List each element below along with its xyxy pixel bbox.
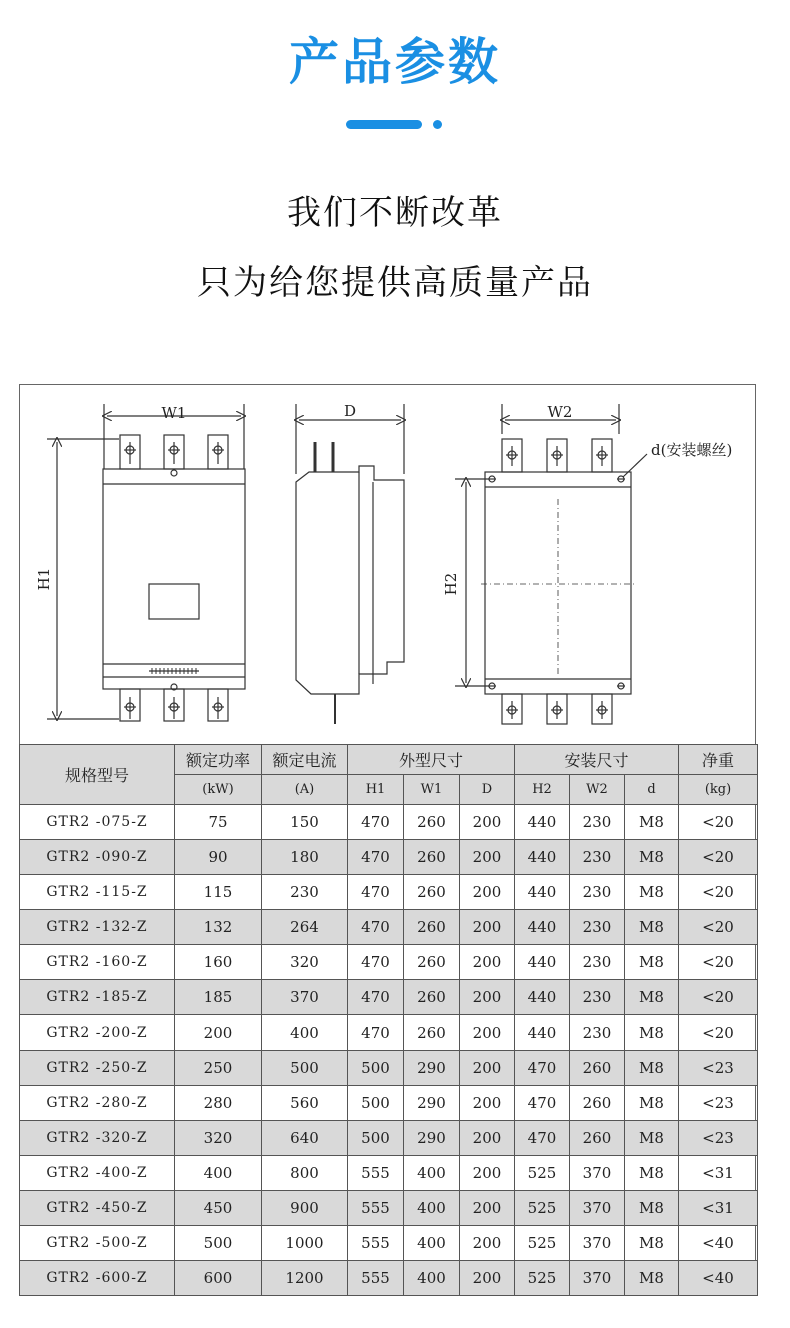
table-row — [20, 980, 758, 1015]
table-row — [20, 805, 758, 840]
cell-current: 1000 — [262, 1225, 348, 1260]
cell-d: 200 — [460, 1260, 515, 1295]
cell-h2: 525 — [515, 1190, 570, 1225]
cell-d: 200 — [460, 1120, 515, 1155]
cell-power: 75 — [175, 805, 262, 840]
cell-d: 200 — [460, 1225, 515, 1260]
cell-screw: M8 — [625, 1050, 679, 1085]
cell-weight: <20 — [679, 945, 758, 980]
cell-w2: 230 — [570, 910, 625, 945]
cell-power: 450 — [175, 1190, 262, 1225]
cell-current: 370 — [262, 980, 348, 1015]
cell-w2: 260 — [570, 1120, 625, 1155]
spec-table-body — [20, 805, 758, 1296]
cell-w2: 230 — [570, 840, 625, 875]
cell-d: 200 — [460, 840, 515, 875]
cell-d: 200 — [460, 1155, 515, 1190]
cell-w1: 260 — [404, 840, 460, 875]
cell-weight: <20 — [679, 980, 758, 1015]
cell-current: 150 — [262, 805, 348, 840]
cell-w1: 290 — [404, 1050, 460, 1085]
cell-w2: 230 — [570, 945, 625, 980]
cell-h2: 440 — [515, 875, 570, 910]
cell-screw: M8 — [625, 910, 679, 945]
cell-weight: <31 — [679, 1155, 758, 1190]
cell-w2: 370 — [570, 1155, 625, 1190]
label-d: D — [343, 402, 357, 420]
cell-w1: 260 — [404, 805, 460, 840]
cell-h2: 470 — [515, 1120, 570, 1155]
cell-h1: 555 — [348, 1225, 404, 1260]
cell-power: 160 — [175, 945, 262, 980]
cell-h1: 555 — [348, 1155, 404, 1190]
cell-screw: M8 — [625, 1155, 679, 1190]
header-h1: H1 — [348, 775, 404, 805]
title-underline-dot — [433, 120, 442, 129]
mounting-view — [455, 404, 647, 724]
cell-w1: 400 — [404, 1260, 460, 1295]
cell-d: 200 — [460, 980, 515, 1015]
table-row — [20, 1260, 758, 1295]
header-w2: W2 — [570, 775, 625, 805]
cell-d: 200 — [460, 805, 515, 840]
cell-d: 200 — [460, 1190, 515, 1225]
cell-model: GTR2 -185-Z — [20, 980, 175, 1015]
cell-model: GTR2 -280-Z — [20, 1085, 175, 1120]
cell-current: 900 — [262, 1190, 348, 1225]
cell-d: 200 — [460, 1015, 515, 1050]
cell-w2: 260 — [570, 1085, 625, 1120]
side-view — [296, 404, 404, 724]
cell-model: GTR2 -090-Z — [20, 840, 175, 875]
cell-model: GTR2 -200-Z — [20, 1015, 175, 1050]
table-row — [20, 1015, 758, 1050]
cell-current: 320 — [262, 945, 348, 980]
cell-w1: 260 — [404, 875, 460, 910]
cell-h2: 470 — [515, 1050, 570, 1085]
label-h2: H2 — [442, 572, 460, 596]
cell-weight: <40 — [679, 1225, 758, 1260]
cell-w1: 290 — [404, 1120, 460, 1155]
header-h2: H2 — [515, 775, 570, 805]
table-row — [20, 910, 758, 945]
cell-h1: 470 — [348, 840, 404, 875]
cell-w2: 370 — [570, 1225, 625, 1260]
slogan-line-2: 只为给您提供高质量产品 — [197, 263, 593, 303]
cell-weight: <20 — [679, 840, 758, 875]
cell-current: 230 — [262, 875, 348, 910]
cell-weight: <23 — [679, 1120, 758, 1155]
label-w2: W2 — [547, 403, 573, 421]
title-underline-bar — [346, 120, 422, 129]
cell-h2: 525 — [515, 1260, 570, 1295]
header-d: D — [460, 775, 515, 805]
header-model: 规格型号 — [20, 745, 175, 805]
cell-w2: 260 — [570, 1050, 625, 1085]
cell-d: 200 — [460, 875, 515, 910]
cell-w2: 230 — [570, 980, 625, 1015]
header-install-size: 安装尺寸 — [515, 745, 679, 775]
cell-screw: M8 — [625, 1225, 679, 1260]
cell-h1: 470 — [348, 945, 404, 980]
cell-h1: 470 — [348, 980, 404, 1015]
cell-h1: 500 — [348, 1085, 404, 1120]
cell-power: 90 — [175, 840, 262, 875]
cell-screw: M8 — [625, 1260, 679, 1295]
table-row — [20, 1190, 758, 1225]
cell-current: 400 — [262, 1015, 348, 1050]
cell-h2: 525 — [515, 1225, 570, 1260]
header-rated-current: 额定电流 — [262, 745, 348, 775]
cell-weight: <20 — [679, 875, 758, 910]
cell-weight: <20 — [679, 910, 758, 945]
cell-w2: 230 — [570, 1015, 625, 1050]
cell-weight: <31 — [679, 1190, 758, 1225]
cell-current: 180 — [262, 840, 348, 875]
page-title: 产品参数 — [289, 33, 501, 91]
front-view — [47, 404, 245, 721]
header-current-unit: (A) — [262, 775, 348, 805]
header-power-unit: (kW) — [175, 775, 262, 805]
header-screw: d — [625, 775, 679, 805]
table-header-row-1 — [20, 745, 758, 775]
table-row — [20, 945, 758, 980]
cell-w1: 260 — [404, 980, 460, 1015]
header-rated-power: 额定功率 — [175, 745, 262, 775]
table-row — [20, 1155, 758, 1190]
cell-screw: M8 — [625, 840, 679, 875]
cell-weight: <23 — [679, 1050, 758, 1085]
slogan-line-1: 我们不断改革 — [287, 193, 503, 233]
cell-w2: 230 — [570, 805, 625, 840]
dimension-diagram — [19, 384, 757, 744]
cell-current: 500 — [262, 1050, 348, 1085]
cell-h1: 470 — [348, 1015, 404, 1050]
cell-model: GTR2 -075-Z — [20, 805, 175, 840]
cell-w1: 260 — [404, 1015, 460, 1050]
cell-screw: M8 — [625, 1085, 679, 1120]
cell-current: 640 — [262, 1120, 348, 1155]
cell-screw: M8 — [625, 945, 679, 980]
cell-model: GTR2 -115-Z — [20, 875, 175, 910]
cell-h1: 500 — [348, 1120, 404, 1155]
cell-power: 115 — [175, 875, 262, 910]
cell-h1: 470 — [348, 910, 404, 945]
table-row — [20, 1120, 758, 1155]
cell-h2: 440 — [515, 945, 570, 980]
table-row — [20, 875, 758, 910]
cell-model: GTR2 -450-Z — [20, 1190, 175, 1225]
cell-screw: M8 — [625, 980, 679, 1015]
cell-current: 560 — [262, 1085, 348, 1120]
cell-d: 200 — [460, 1085, 515, 1120]
cell-d: 200 — [460, 945, 515, 980]
cell-w1: 290 — [404, 1085, 460, 1120]
cell-w1: 400 — [404, 1225, 460, 1260]
cell-power: 500 — [175, 1225, 262, 1260]
cell-model: GTR2 -500-Z — [20, 1225, 175, 1260]
cell-h2: 470 — [515, 1085, 570, 1120]
cell-screw: M8 — [625, 1015, 679, 1050]
cell-w2: 370 — [570, 1190, 625, 1225]
cell-screw: M8 — [625, 1120, 679, 1155]
cell-h1: 555 — [348, 1190, 404, 1225]
cell-d: 200 — [460, 910, 515, 945]
cell-h2: 440 — [515, 980, 570, 1015]
label-h1: H1 — [35, 567, 53, 591]
cell-model: GTR2 -132-Z — [20, 910, 175, 945]
cell-current: 1200 — [262, 1260, 348, 1295]
cell-h1: 470 — [348, 875, 404, 910]
cell-w2: 230 — [570, 875, 625, 910]
cell-power: 200 — [175, 1015, 262, 1050]
cell-h2: 440 — [515, 840, 570, 875]
cell-h2: 525 — [515, 1155, 570, 1190]
cell-model: GTR2 -160-Z — [20, 945, 175, 980]
cell-power: 320 — [175, 1120, 262, 1155]
header-w1: W1 — [404, 775, 460, 805]
cell-power: 250 — [175, 1050, 262, 1085]
cell-model: GTR2 -400-Z — [20, 1155, 175, 1190]
cell-w1: 260 — [404, 945, 460, 980]
cell-weight: <20 — [679, 1015, 758, 1050]
cell-screw: M8 — [625, 805, 679, 840]
cell-model: GTR2 -600-Z — [20, 1260, 175, 1295]
cell-d: 200 — [460, 1050, 515, 1085]
table-row — [20, 840, 758, 875]
cell-weight: <40 — [679, 1260, 758, 1295]
cell-w1: 400 — [404, 1190, 460, 1225]
spec-table — [19, 744, 758, 1296]
cell-h2: 440 — [515, 910, 570, 945]
cell-power: 280 — [175, 1085, 262, 1120]
header-outer-size: 外型尺寸 — [348, 745, 515, 775]
header-weight-unit: (kg) — [679, 775, 758, 805]
cell-h2: 440 — [515, 805, 570, 840]
cell-model: GTR2 -250-Z — [20, 1050, 175, 1085]
cell-power: 132 — [175, 910, 262, 945]
cell-h1: 555 — [348, 1260, 404, 1295]
cell-model: GTR2 -320-Z — [20, 1120, 175, 1155]
label-w1: W1 — [161, 404, 187, 422]
table-row — [20, 1050, 758, 1085]
cell-h2: 440 — [515, 1015, 570, 1050]
cell-weight: <23 — [679, 1085, 758, 1120]
label-screw: d(安装螺丝) — [651, 441, 733, 459]
cell-current: 264 — [262, 910, 348, 945]
cell-h1: 500 — [348, 1050, 404, 1085]
cell-screw: M8 — [625, 875, 679, 910]
cell-weight: <20 — [679, 805, 758, 840]
table-row — [20, 1225, 758, 1260]
cell-power: 185 — [175, 980, 262, 1015]
cell-w2: 370 — [570, 1260, 625, 1295]
cell-current: 800 — [262, 1155, 348, 1190]
cell-w1: 260 — [404, 910, 460, 945]
cell-power: 600 — [175, 1260, 262, 1295]
cell-h1: 470 — [348, 805, 404, 840]
cell-w1: 400 — [404, 1155, 460, 1190]
header-net-weight: 净重 — [679, 745, 758, 775]
table-row — [20, 1085, 758, 1120]
cell-power: 400 — [175, 1155, 262, 1190]
cell-screw: M8 — [625, 1190, 679, 1225]
